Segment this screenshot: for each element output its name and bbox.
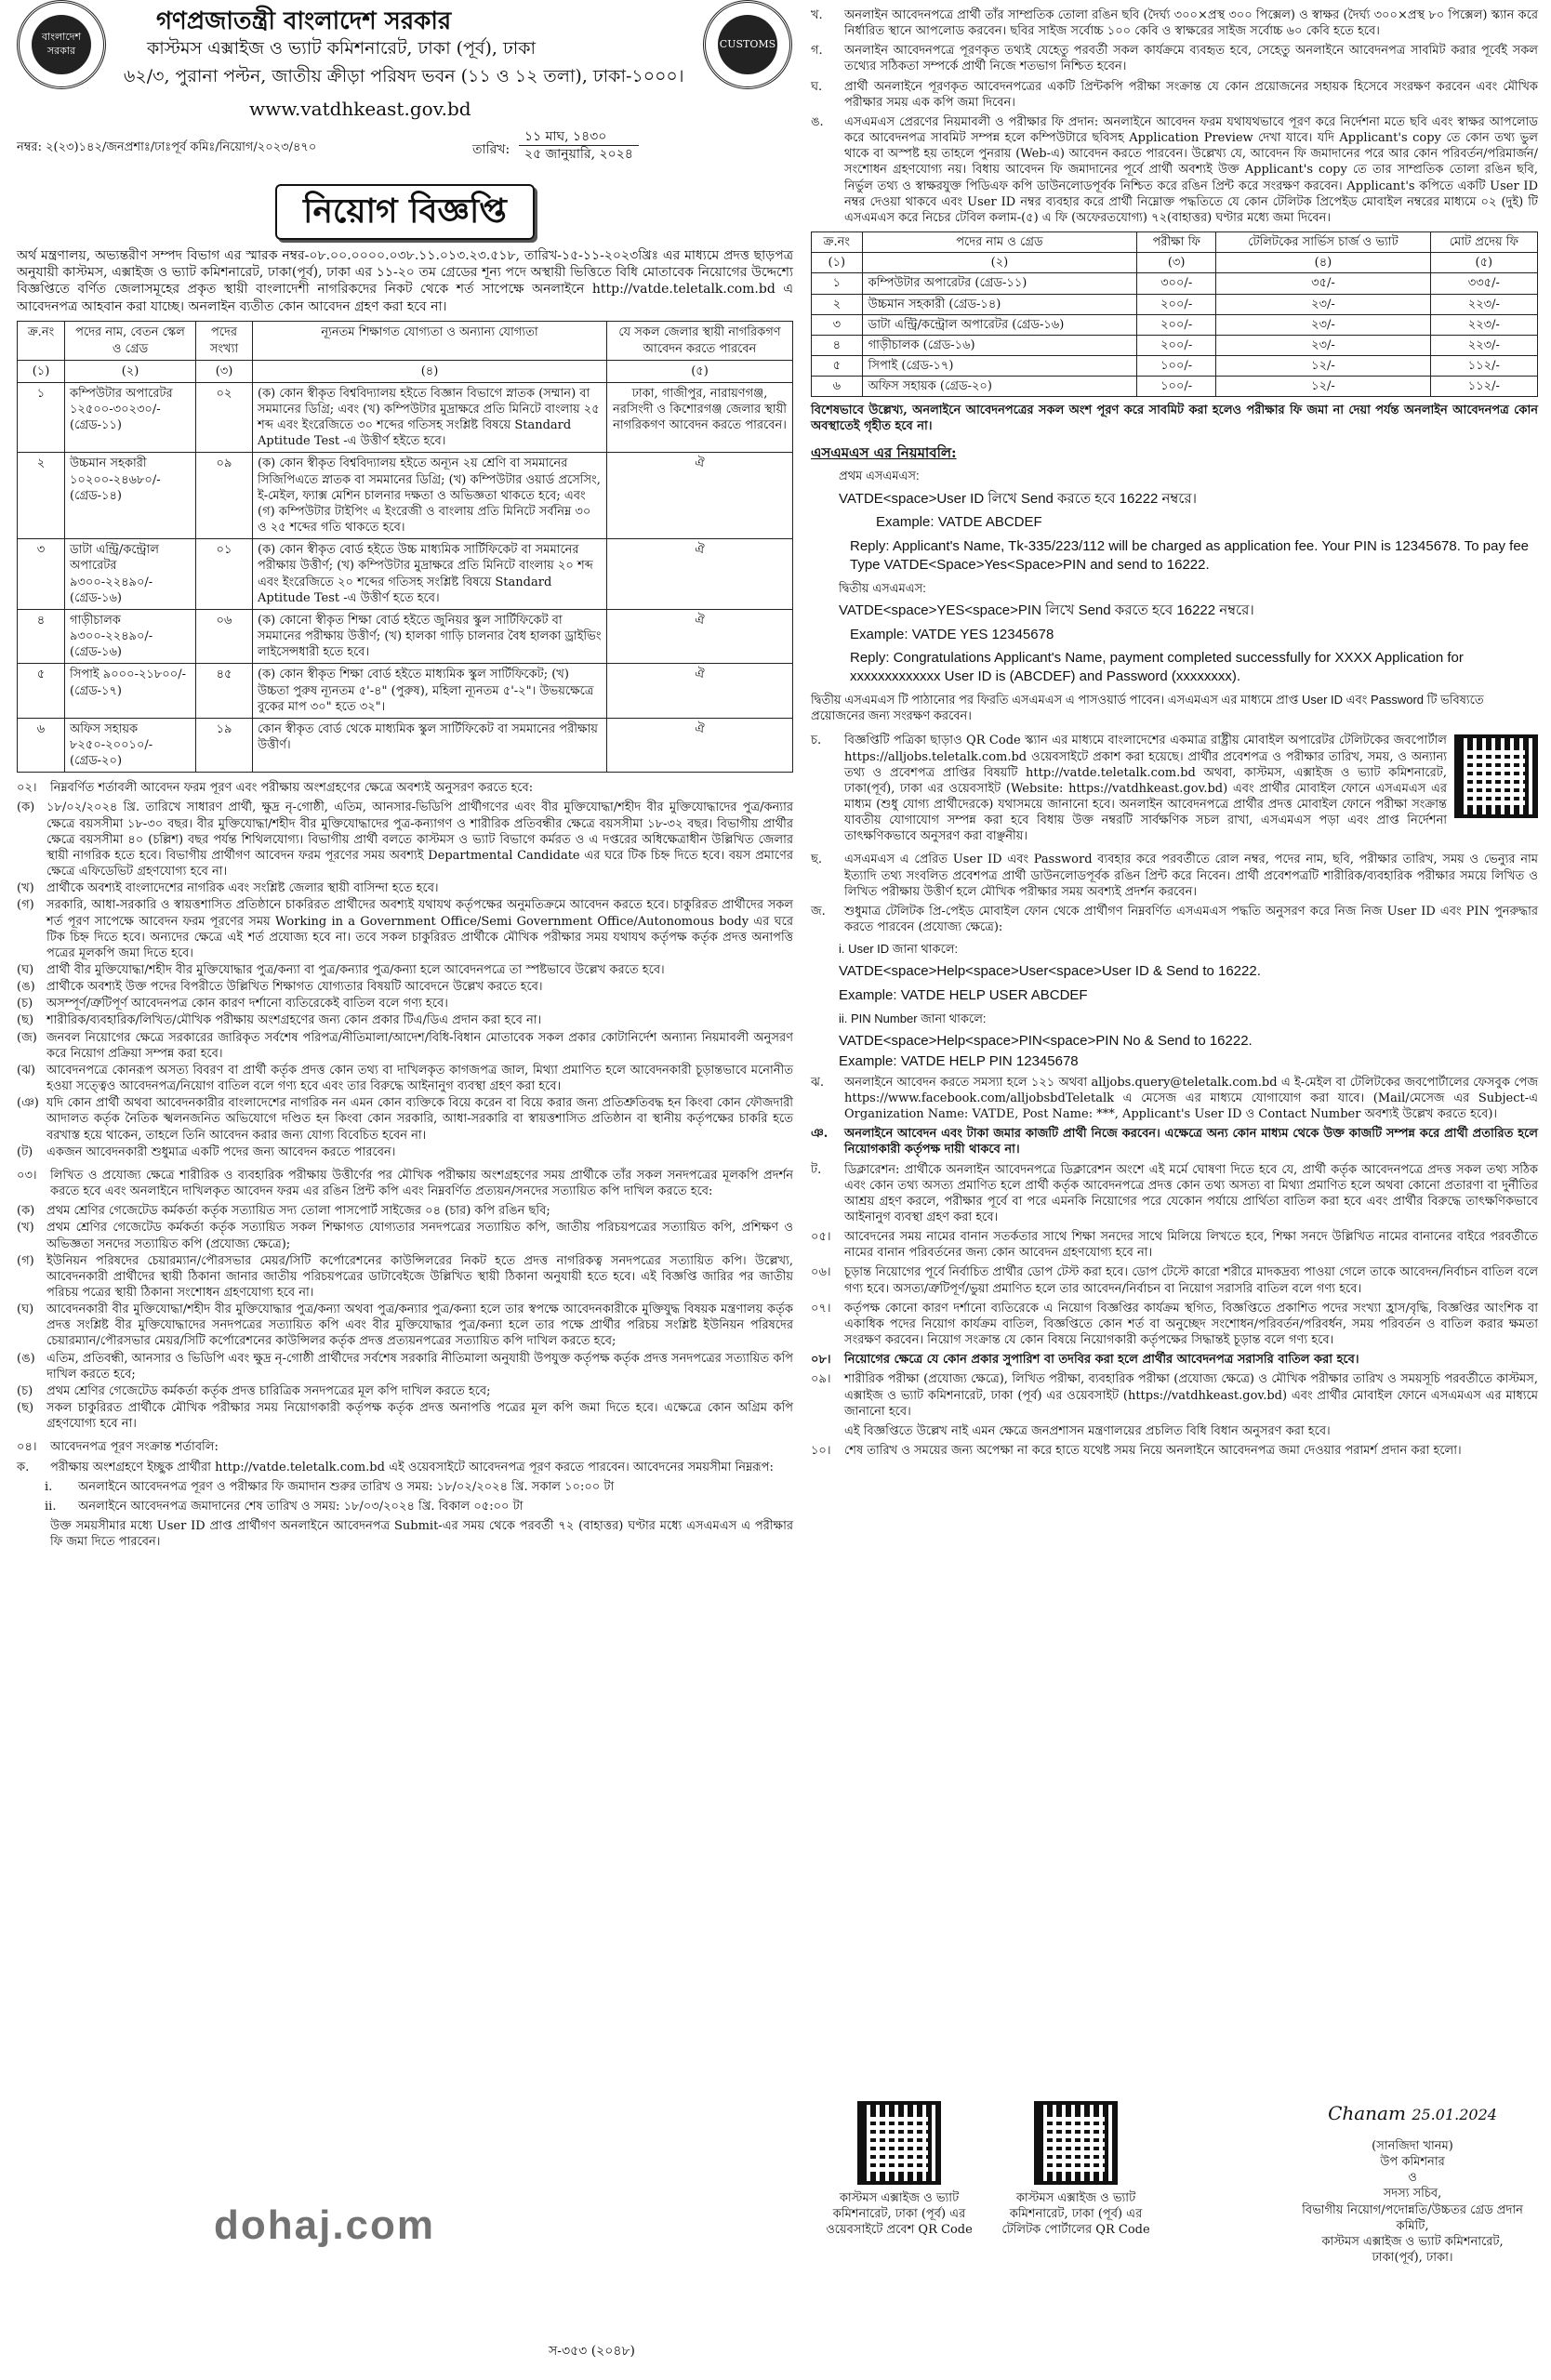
item-text: অনলাইন আবেদনপত্রে পূরণকৃত তথ্যই যেহেতু পরবর্তী সকল কার্যক্রমে ব্যবহৃত হবে, সেহেতু অনলাইনে আবেদনপত্র সাবমিট করার পূর্বেই সকল তথ্যের সঠিকতা সম্পর্কে প্রার্থী নিজে শতভাগ নিশ্চিত হবেন। xyxy=(844,44,1538,74)
item-ja xyxy=(811,904,1538,935)
table-cell-count: ১৯ xyxy=(196,718,253,772)
list-item xyxy=(17,1351,793,1382)
fee-header: মোট প্রদেয় ফি xyxy=(1430,232,1537,253)
sms-instructions xyxy=(811,468,1538,723)
fee-cell: ৫ xyxy=(812,355,863,376)
section-04-ka xyxy=(17,1460,793,1475)
section-03-heading xyxy=(17,1168,793,1199)
teletalk-qr-block xyxy=(997,2101,1155,2238)
fee-row xyxy=(812,355,1538,376)
item-ga xyxy=(811,43,1538,74)
fee-cell: অফিস সহায়ক (গ্রেড-২০) xyxy=(862,377,1137,397)
govt-emblem-logo xyxy=(17,0,106,89)
list-item xyxy=(17,1144,793,1160)
list-item xyxy=(17,1302,793,1349)
recovery-pin-example: Example: VATDE HELP PIN 12345678 xyxy=(839,1052,1079,1069)
website-qr-caption: কাস্টমস এক্সাইজ ও ভ্যাট কমিশনারেট, ঢাকা (পূর্ব) এর ওয়েবসাইটে প্রবেশ QR Code xyxy=(826,2191,973,2238)
table-header: পদের সংখ্যা xyxy=(196,322,253,360)
left-column xyxy=(17,0,793,1554)
item-marker: (খ) xyxy=(17,881,34,896)
section-number: ০৩। xyxy=(17,1168,37,1183)
item-text: অনলাইনে আবেদনপত্র জমাদানের শেষ তারিখ ও সময়: ১৮/০৩/২০২৪ খ্রি. বিকাল ০৫:০০ টা xyxy=(78,1499,524,1514)
recovery-user-example: Example: VATDE HELP USER ABCDEF xyxy=(839,987,1088,1004)
item-marker: ক. xyxy=(17,1460,30,1474)
item-nio xyxy=(811,1126,1538,1157)
item-text: কর্তৃপক্ষ কোনো কারণ দর্শানো ব্যতিরেকে এ নিয়োগ বিজ্ঞপ্তির কার্যক্রম স্থগিত, বিজ্ঞপ্তিতে প্রকাশিত পদের সংখ্যা হ্রাস/বৃদ্ধি, বিজ্ঞপ্তির আংশিক বা একাধিক পদের নিয়োগ কার্যক্রম বাতিল, বিজ্ঞপ্তিতে কোন শর্ত বা অনুচ্ছেদ সংশোধন/পরিবর্তন/পরিবর্ধন, সময় পরিবর্তন ও বাতিল করার ক্ষমতা সংরক্ষণ করবেন। নিয়োগ সংক্রান্ত যে কোন বিষয়ে নিয়োগকারী কর্তৃপক্ষের সিদ্ধান্তই চূড়ান্ত বলে গণ্য হবে। xyxy=(844,1301,1538,1348)
item-marker: (ক) xyxy=(17,800,35,815)
customs-logo xyxy=(703,0,792,89)
item-marker: (গ) xyxy=(17,1253,34,1268)
column-number: (৫) xyxy=(607,360,793,382)
item-text: এতিম, প্রতিবন্ধী, আনসার ও ভিডিপি এবং ক্ষুদ্র নৃ-গোষ্ঠী প্রার্থীদের সর্বশেষ সরকারি নীতিমালা অনুযায়ী উপযুক্ত কর্তৃপক্ষ কর্তৃক প্রদত্ত সনদপত্রের সত্যায়িত কপি দাখিল করতে হবে; xyxy=(46,1351,793,1382)
section-heading: আবেদনপত্র পূরণ সংক্রান্ত শর্তাবলি: xyxy=(50,1440,219,1455)
fee-table xyxy=(811,231,1538,397)
table-cell-district: ঐ xyxy=(607,609,793,663)
item-marker: i. xyxy=(839,942,845,957)
item-marker: (ঘ) xyxy=(17,1302,34,1317)
list-item xyxy=(17,1030,793,1062)
item-text: এই বিজ্ঞপ্তিতে উল্লেখ নাই এমন ক্ষেত্রে জনপ্রশাসন মন্ত্রণালয়ের প্রচলিত বিধি বিধান অনুসরণ করা হবে। xyxy=(844,1423,1331,1438)
item-text: শারীরিক/ব্যবহারিক/লিখিত/মৌখিক পরীক্ষায় অংশগ্রহণের জন্য কোন প্রকার টিএ/ডিএ প্রদান করা হবে না। xyxy=(46,1013,542,1028)
date-block xyxy=(472,128,639,164)
item-text: আবেদনপত্রে কোনরূপ অসত্য বিবরণ বা প্রার্থী কর্তৃক প্রদত্ত কোন তথ্য বা দাখিলকৃত কাগজপত্র জাল, মিথ্যা প্রমাণিত হলে আবেদনকারী চূড়ান্তভাবে মনোনীত হওয়া সত্ত্বেও আবেদনপত্র/নিয়োগ বাতিল বলে গণ্য হবে এবং তার বিরুদ্ধে আইনানুগ ব্যবস্থা গ্রহণ করা হবে। xyxy=(46,1063,793,1094)
fee-cell: ১২/- xyxy=(1216,355,1431,376)
table-row xyxy=(18,609,793,663)
fee-cell: ২২৩/- xyxy=(1430,314,1537,335)
sms-second-example: Example: VATDE YES 12345678 xyxy=(850,626,1054,642)
section-03-list xyxy=(17,1203,793,1432)
sms-first-reply: Reply: Applicant's Name, Tk-335/223/112 will be charged as application fee. Your PIN is 12345678. To pay fee Type VATDE<Space>Yes<Space>PIN and send to 16222. xyxy=(850,538,1529,573)
website-qr-block xyxy=(820,2101,978,2238)
fee-cell: ১ xyxy=(812,273,863,294)
table-header: যে সকল জেলার স্থায়ী নাগরিকগণ আবেদন করতে পারবেন xyxy=(607,322,793,360)
table-header: ন্যূনতম শিক্ষাগত যোগ্যতা ও অন্যান্য যোগ্যতা xyxy=(253,322,607,360)
list-item xyxy=(17,1400,793,1432)
table-row xyxy=(18,539,793,610)
item-text: শুধুমাত্র টেলিটক প্রি-পেইড মোবাইল ফোন থেকে প্রার্থীগণ নিম্নবর্ণিত এসএমএস পদ্ধতি অনুসরণ করে নিজ নিজ User ID এবং PIN পুনরুদ্ধার করতে পারবেন (প্রযোজ্য ক্ষেত্রে): xyxy=(844,904,1538,935)
fee-row xyxy=(812,377,1538,397)
special-note xyxy=(811,403,1538,434)
item-text: PIN Number জানা থাকলে: xyxy=(851,1012,987,1026)
posts-table xyxy=(17,321,793,773)
fee-cell: ৪ xyxy=(812,335,863,355)
signature-block xyxy=(1296,2101,1529,2266)
item-marker: ০৯। xyxy=(811,1372,831,1387)
table-cell-sl: ৩ xyxy=(18,539,65,610)
item-marker: ০৮। xyxy=(811,1353,831,1368)
item-marker: ০৫। xyxy=(811,1230,831,1245)
signer-and: ও xyxy=(1408,2171,1417,2186)
item-text: আবেদনকারী বীর মুক্তিযোদ্ধা/শহীদ বীর মুক্তিযোদ্ধার পুত্র/কন্যা অথবা পুত্র/কন্যার পুত্র/কন্যা হলে তার স্বপক্ষে আবেদনকারীকে মুক্তিযুদ্ধ বিষয়ক মন্ত্রণালয় কর্তৃক প্রদত্ত সংশ্লিষ্ট বীর মুক্তিযোদ্ধাদের সনদপত্রের সত্যায়িত কপি এবং বীর মুক্তিযোদ্ধার পুত্র/কন্যা হলে তার পক্ষে প্রার্থীর পরিচয় সংশ্লিষ্ট ইউনিয়ন পরিষদের চেয়ারম্যান/পৌরসভার মেয়র/সিটি কর্পোরেশনের কাউন্সিলর কর্তৃক প্রদত্ত প্রত্যয়নপত্রের সত্যায়িত কপি দাখিল করতে হবে; xyxy=(46,1302,793,1349)
watermark: dohaj.com xyxy=(214,2202,436,2248)
item-text: সকল চাকুরিরত প্রার্থীকে মৌখিক পরীক্ষার সময় নিয়োগকারী কর্তৃপক্ষ কর্তৃক প্রদত্ত অনাপত্তি পত্রের মূল কপি জমা দিতে হবে। এক্ষেত্রে কোন অগ্রিম কপি গ্রহণযোগ্য হবে না। xyxy=(46,1401,793,1432)
fee-cell: ৩৩৫/- xyxy=(1430,273,1537,294)
item-ta xyxy=(811,1162,1538,1226)
item-marker: (ছ) xyxy=(17,1013,34,1028)
fee-cell: কম্পিউটার অপারেটর (গ্রেড-১১) xyxy=(862,273,1137,294)
recovery-user-head xyxy=(839,941,1538,957)
table-row xyxy=(18,718,793,772)
item-text: অনলাইন আবেদনপত্রে প্রার্থী তাঁর সাম্প্রতিক তোলা রঙিন ছবি (দৈর্ঘ্য ৩০০×প্রস্থ ৩০০ পিক্সেল) ও স্বাক্ষর (দৈর্ঘ্য ৩০০×প্রস্থ ৮০ পিক্সেল) স্ক্যান করে নির্ধারিত স্থানে আপলোড করবেন। ছবির সাইজ সর্বোচ্চ ১০০ কেবি ও স্বাক্ষরের সাইজ সর্বোচ্চ ৬০ কেবি হতে হবে। xyxy=(844,8,1538,39)
item-text: ইউনিয়ন পরিষদের চেয়ারম্যান/পৌরসভার মেয়র/সিটি কর্পোরেশনের কাউন্সিলরের নিকট হতে প্রদত্ত নাগরিকত্ব সনদপত্রের সত্যায়িত কপি। উল্লেখ্য, আবেদনকারী প্রার্থীদের স্থায়ী ঠিকানা জানার জাতীয় পরিচয়পত্রের ডাটাবেইজে উল্লিখিত স্থায়ী ঠিকানা অনুযায়ী হতে হবে। এই বিজ্ঞপ্তি জারির পর জাতীয় পরিচয় পত্রের স্থায়ী ঠিকানা সংশোধন গ্রহণযোগ্য হবে না। xyxy=(46,1253,793,1300)
table-row xyxy=(18,664,793,718)
item-text: শারীরিক পরীক্ষা (প্রযোজ্য ক্ষেত্রে), লিখিত পরীক্ষা, ব্যবহারিক পরীক্ষা (প্রযোজ্য ক্ষেত্রে) ও মৌখিক পরীক্ষার তারিখ ও সময়সূচি পরবর্তীতে কাস্টমস, এক্সাইজ ও ভ্যাট কমিশনারেট, ঢাকা (পূর্ব) এর ওয়েবসাইট (https://vatdhkeast.gov.bd) এবং প্রার্থীর মোবাইল ফোনে এসএমএস এর মাধ্যমে জানানো হবে। xyxy=(844,1372,1538,1419)
fee-row xyxy=(812,335,1538,355)
item-text: প্রার্থীকে অবশ্যই বাংলাদেশের নাগরিক এবং সংশ্লিষ্ট জেলার স্থায়ী বাসিন্দা হতে হবে। xyxy=(46,881,439,896)
list-item xyxy=(17,996,793,1012)
table-cell-district: ঐ xyxy=(607,664,793,718)
table-cell-qual: (ক) কোন স্বীকৃত বোর্ড হইতে উচ্চ মাধ্যমিক সার্টিফিকেট বা সমমানের পরীক্ষায় উত্তীর্ণ; (খ) কম্পিউটার মুদ্রাক্ষরে প্রতি মিনিটে বাংলায় ২০ শব্দ এবং ইংরেজিতে ২০ শব্দের গতিসহ সংশ্লিষ্ট বিষয়ে Standard Aptitude Test -এ উত্তীর্ণ হতে হবে। xyxy=(253,539,607,610)
signer-office: কাস্টমস এক্সাইজ ও ভ্যাট কমিশনারেট, xyxy=(1321,2234,1504,2249)
item-cha xyxy=(811,733,1447,844)
fee-cell: গাড়ীচালক (গ্রেড-১৬) xyxy=(862,335,1137,355)
item-marker: (ট) xyxy=(17,1144,33,1159)
fee-cell: ১১২/- xyxy=(1430,355,1537,376)
section-number: ০৪। xyxy=(17,1440,37,1455)
fee-cell: ডাটা এন্ট্রি/কন্ট্রোল অপারেটর (গ্রেড-১৬) xyxy=(862,314,1137,335)
sms-note: দ্বিতীয় এসএমএস টি পাঠানোর পর ফিরতি এসএমএস এ পাসওয়ার্ড পাবেন। এসএমএস এর মাধ্যমে প্রাপ্ত User ID এবং Password টি ভবিষ্যতে প্রয়োজনের জন্য সংরক্ষণ করবেন। xyxy=(811,693,1484,723)
column-number: (৩) xyxy=(1137,253,1216,273)
item-text: User ID জানা থাকলে: xyxy=(848,942,959,957)
fee-cell: ২৩/- xyxy=(1216,294,1431,314)
item-marker: গ. xyxy=(811,44,823,59)
table-cell-qual: কোন স্বীকৃত বোর্ড থেকে মাধ্যমিক স্কুল সার্টিফিকেট বা সমমানের পরীক্ষায় উত্তীর্ণ। xyxy=(253,718,607,772)
item-05 xyxy=(811,1229,1538,1261)
sms-second-reply: Reply: Congratulations Applicant's Name, payment completed successfully for XXXX Application for xxxxxxxxxxxxx User ID is (ABCDEF) and Password (xxxxxxxx). xyxy=(850,650,1464,685)
signer-location: ঢাকা(পূর্ব), ঢাকা। xyxy=(1372,2251,1453,2266)
fee-cell: ২২৩/- xyxy=(1430,294,1537,314)
handwritten-signature xyxy=(1296,2101,1529,2138)
item-marker: (জ) xyxy=(17,1030,37,1045)
section-04-i xyxy=(45,1479,793,1495)
item-text: এসএমএস প্রেরণের নিয়মাবলী ও পরীক্ষার ফি প্রদান: অনলাইনে আবেদন ফরম যথাযথভাবে পূরণ করে নির্দেশনা মতে ছবি এবং স্বাক্ষর আপলোড করে আবেদনপত্র সাবমিট সম্পন্ন হলে কম্পিউটারে ছবিসহ Application Preview দেখা যাবে। যদি Applicant's copy তে কোন তথ্য ভুল থাকে বা অস্পষ্ট হয় তাহলে পুনরায় (Web-এ) আবেদন করতে পারবেন। উল্লেখ্য যে, আবেদন ফি জমাদানের পরে আর কোন পরিবর্তন/পরিমার্জন/সংশোধন গ্রহণযোগ্য নয়। বিধায় আবেদন ফি জমাদানের পূর্বে প্রার্থী অবশ্যই উক্ত Applicant's copy তে তার সাম্প্রতিক তোলা রঙিন ছবি, নির্ভুল তথ্য ও স্বাক্ষরযুক্ত পিডিএফ কপি ডাউনলোডপূর্বক নিশ্চিত করে রঙিন প্রিন্ট করে সংরক্ষণ করবেন। Applicant's কপিতে একটি User ID নম্বর দেওয়া থাকবে এবং User ID নম্বর ব্যবহার করে প্রার্থী নিম্নোক্ত পদ্ধতিতে যে কোন টেলিটক প্রিপেইড মোবাইল নম্বরের মাধ্যমে ০২ (দুই) টি এসএমএস করে নিচের টেবিল কলাম-(৫) এ ফি (অফেরতযোগ্য) ৭২(বাহাত্তর) ঘণ্টার মধ্যে জমা দিবেন। xyxy=(844,114,1538,225)
fee-cell: ৩ xyxy=(812,314,863,335)
footer-area xyxy=(811,2101,1538,2371)
item-marker: (চ) xyxy=(17,997,33,1012)
item-umo xyxy=(811,114,1538,226)
item-text: যদি কোন প্রার্থী অথবা আবেদনকারীর বাংলাদেশের নাগরিক নন এমন কোন ব্যক্তিকে বিয়ে করেন বা বিয়ে করার জন্য প্রতিশ্রুতিবদ্ধ হন কিংবা কোন ফৌজদারী আদালত কর্তৃক নৈতিক স্খলনজনিত অভিযোগে দণ্ডিত হন কিংবা কোন সরকারি, আধা-সরকারি বা স্বায়ত্তশাসিত প্রতিষ্ঠান বা স্থানীয় কর্তৃপক্ষের চাকরি হতে বরখাস্ত হয়ে থাকেন, তাহলে তিনি আবেদন করার জন্য যোগ্য বিবেচিত হবেন না। xyxy=(46,1096,793,1143)
section-02-heading xyxy=(17,780,793,796)
item-text: নিয়োগের ক্ষেত্রে যে কোন প্রকার সুপারিশ বা তদবির করা হলে প্রার্থীর আবেদনপত্র সরাসরি বাতিল করা হবে। xyxy=(844,1353,1359,1368)
fee-cell: সিপাই (গ্রেড-১৭) xyxy=(862,355,1137,376)
item-06 xyxy=(811,1264,1538,1296)
table-cell-sl: ৪ xyxy=(18,609,65,663)
govt-name: গণপ্রজাতন্ত্রী বাংলাদেশ সরকার xyxy=(156,7,452,35)
date-bangla: ১১ মাঘ, ১৪৩০ xyxy=(519,128,639,146)
table-cell-district: ঐ xyxy=(607,718,793,772)
customs-logo-text: CUSTOMS xyxy=(718,15,777,74)
item-text: উক্ত সময়সীমার মধ্যে User ID প্রাপ্ত প্রার্থীগণ অনলাইনে আবেদনপত্র Submit-এর সময় থেকে পরবর্তী ৭২ (বাহাত্তর) ঘণ্টার মধ্যে এসএমএস এ পরীক্ষার ফি জমা দিতে পারবেন। xyxy=(50,1519,793,1550)
table-cell-qual: (ক) কোনো স্বীকৃত শিক্ষা বোর্ড হইতে জুনিয়র স্কুল সার্টিফিকেট বা সমমানের পরীক্ষায় উত্তীর্ণ; (খ) হালকা গাড়ি চালনার বৈধ হালকা ড্রাইভিং লাইসেন্সধারী হতে হবে। xyxy=(253,609,607,663)
sms-first-label: প্রথম এসএমএস: xyxy=(839,469,920,483)
item-text: পরীক্ষায় অংশগ্রহণে ইচ্ছুক প্রার্থীরা http://vatde.teletalk.com.bd এই ওয়েবসাইটে আবেদনপত্র পূরণ করতে পারবেন। আবেদনের সময়সীমা নিম্নরূপ: xyxy=(50,1460,774,1474)
item-text: আবেদনের সময় নামের বানান সতর্কতার সাথে শিক্ষা সনদের সাথে মিলিয়ে লিখতে হবে, শিক্ষা সনদে উল্লিখিত নামের বানানের বাইরে পরবর্তীতে নামের বানান পরিবর্তনের জন্য কোন আবেদন গ্রহণযোগ্য হবে না। xyxy=(844,1230,1538,1261)
item-09 xyxy=(811,1371,1538,1419)
item-jha xyxy=(811,1075,1538,1122)
notice-title: নিয়োগ বিজ্ঞপ্তি xyxy=(275,184,535,240)
list-item xyxy=(17,1095,793,1143)
fee-cell: ১০০/- xyxy=(1137,377,1216,397)
column-number: (৪) xyxy=(253,360,607,382)
list-item xyxy=(17,1203,793,1219)
sms-first-example: Example: VATDE ABCDEF xyxy=(876,514,1042,531)
item-text: একজন আবেদনকারী শুধুমাত্র একটি পদের জন্য আবেদন করতে পারবেন। xyxy=(46,1144,396,1159)
item-cha-wrap xyxy=(811,729,1538,848)
list-item xyxy=(17,1063,793,1094)
table-cell-district: ঢাকা, গাজীপুর, নারায়ণগঞ্জ, নরসিংদী ও কিশোরগঞ্জ জেলার স্থায়ী নাগরিকগণ আবেদন করতে পারবেন। xyxy=(607,382,793,453)
fee-row xyxy=(812,273,1538,294)
item-gha xyxy=(811,79,1538,111)
fee-row xyxy=(812,314,1538,335)
item-marker: (ঘ) xyxy=(17,963,34,978)
item-09b xyxy=(811,1423,1538,1439)
footer-code: স-৩৫৩ (২০৪৮) xyxy=(549,2344,636,2359)
right-column xyxy=(811,0,1538,2266)
table-row xyxy=(18,382,793,453)
table-cell-sl: ১ xyxy=(18,382,65,453)
table-cell-count: ০২ xyxy=(196,382,253,453)
column-number: (৪) xyxy=(1216,253,1431,273)
list-item xyxy=(17,1253,793,1301)
fee-row xyxy=(812,294,1538,314)
item-marker: (ঞ) xyxy=(17,1096,39,1111)
table-cell-sl: ৫ xyxy=(18,664,65,718)
list-item xyxy=(17,1220,793,1251)
item-text: এসএমএস এ প্রেরিত User ID এবং Password ব্যবহার করে পরবর্তীতে রোল নম্বর, পদের নাম, ছবি, পরীক্ষার তারিখ, সময় ও ভেন্যুর নাম ইত্যাদি তথ্য সংবলিত প্রবেশপত্র প্রার্থী ডাউনলোডপূর্বক রঙিন প্রিন্ট করে নিবেন। প্রার্থী প্রবেশপত্রটি শারীরিক/ব্যবহারিক পরীক্ষার সময়ে লিখিত ও লিখিত পরীক্ষায় উত্তীর্ণ হলে মৌখিক পরীক্ষার সময় অবশ্যই প্রদর্শন করবেন। xyxy=(844,853,1538,899)
item-marker: (ঝ) xyxy=(17,1063,35,1078)
table-cell-post: গাড়ীচালক ৯৩০০-২২৪৯০/- (গ্রেড-১৬) xyxy=(65,609,196,663)
section-heading: নিম্নবর্ণিত শর্তাবলী আবেদন ফরম পূরণ এবং পরীক্ষায় অংশগ্রহণের ক্ষেত্রে অবশ্যই অনুসরণ করতে হবে: xyxy=(50,781,534,796)
fee-cell: ২ xyxy=(812,294,863,314)
item-marker: ii. xyxy=(839,1012,848,1026)
fee-header: ক্র.নং xyxy=(812,232,863,253)
item-text: চূড়ান্ত নিয়োগের পূর্বে নির্বাচিত প্রার্থীর ডোপ টেস্ট করা হবে। ডোপ টেস্টে কারো শরীরে মাদকদ্রব্য পাওয়া গেলে তাকে আবেদন/নির্বাচন বাতিল বলে গণ্য হবে। অসত্য/ত্রুটিপূর্ণ/ভুয়া প্রমাণিত হলে তার আবেদন/নির্বাচন বা নিয়োগ সরাসরি বাতিল বলে গণ্য হবে। xyxy=(844,1265,1538,1296)
list-item xyxy=(17,880,793,896)
item-text: অনলাইনে আবেদন এবং টাকা জমার কাজটি প্রার্থী নিজে করবেন। এক্ষেত্রে অন্য কোন মাধ্যম থেকে উক্ত কাজটি সম্পন্ন করে প্রার্থী প্রতারিত হলে নিয়োগকারী কর্তৃপক্ষ দায়ী থাকবে না। xyxy=(844,1127,1538,1157)
signature-script: Chanam xyxy=(1328,2102,1406,2124)
column-number: (২) xyxy=(65,360,196,382)
item-marker: খ. xyxy=(811,8,823,22)
item-text: শেষ তারিখ ও সময়ের জন্য অপেক্ষা না করে হাতে যথেষ্ট সময় নিয়ে অনলাইনে আবেদনপত্র জমা দেওয়ার পরামর্শ প্রদান করা হলো। xyxy=(844,1444,1462,1459)
item-marker: ঙ. xyxy=(811,114,824,129)
table-cell-post: অফিস সহায়ক ৮২৫০-২০০১০/- (গ্রেড-২০) xyxy=(65,718,196,772)
office-name: কাস্টমস এক্সাইজ ও ভ্যাট কমিশনারেট, ঢাকা (পূর্ব), ঢাকা xyxy=(147,38,537,59)
item-text: প্রথম শ্রেণির গেজেটেড কর্মকর্তা কর্তৃক সত্যায়িত সকল শিক্ষাগত যোগ্যতার সনদপত্রের সত্যায়িত কপি, জাতীয় পরিচয়পত্রের সত্যায়িত কপি, প্রশিক্ষণ ও অভিজ্ঞতা সনদের সত্যায়িত কপি (প্রযোজ্য ক্ষেত্রে); xyxy=(46,1221,793,1251)
signature-date: 25.01.2024 xyxy=(1412,2106,1497,2123)
fee-cell: ২২৩/- xyxy=(1430,335,1537,355)
item-marker: (ছ) xyxy=(17,1401,34,1416)
table-cell-qual: (ক) কোন স্বীকৃত শিক্ষা বোর্ড হইতে মাধ্যমিক স্কুল সার্টিফিকেট; (খ) উচ্চতা পুরুষ ন্যূনতম ৫'-৪" (পুরুষ), মহিলা ন্যূনতম ৫'-২"। উভয়ক্ষেত্রে বুকের মাপ ৩০" হতে ৩২"। xyxy=(253,664,607,718)
item-marker: ট. xyxy=(811,1162,822,1177)
letterhead xyxy=(17,0,793,177)
item-10 xyxy=(811,1443,1538,1459)
item-marker: (গ) xyxy=(17,898,34,913)
item-marker: (ঙ) xyxy=(17,980,35,995)
section-04-ii xyxy=(45,1499,793,1514)
signer-title: উপ কমিশনার xyxy=(1380,2155,1445,2170)
item-marker: ০৬। xyxy=(811,1265,831,1280)
item-text: সরকারি, আধা-সরকারি ও স্বায়ত্তশাসিত প্রতিষ্ঠানে চাকরিরত প্রার্থীদের অবশ্যই যথাযথ কর্তৃপক্ষের অনুমতিক্রমে আবেদন করতে হবে। চাকুরিরত প্রার্থীদের সকল শর্ত পূরণ সাপেক্ষে আবেদন ফরম পূরণের সময় Working in a Government Office/Semi Government Office/Autonomous body এর ঘরে টিক চিহ্ন দিতে হবে। অন্যদের ক্ষেত্রে এই শর্ত প্রযোজ্য হবে না। তবে সকল চাকুরিরত প্রার্থীকে মৌখিক পরীক্ষার সময় যথাযথ কর্তৃপক্ষ কর্তৃক প্রদত্ত অনাপত্তি পত্রের মূলকপি জমা দিতে হবে। xyxy=(46,898,793,960)
list-item xyxy=(17,1383,793,1399)
list-item xyxy=(17,962,793,978)
section-04-note xyxy=(50,1518,793,1550)
table-cell-post: ডাটা এন্ট্রি/কন্ট্রোল অপারেটর ৯৩০০-২২৪৯০/- (গ্রেড-১৬) xyxy=(65,539,196,610)
column-number: (৩) xyxy=(196,360,253,382)
fee-header: পরীক্ষা ফি xyxy=(1137,232,1216,253)
item-marker: জ. xyxy=(811,904,826,919)
recovery-pin-head xyxy=(839,1011,1538,1026)
table-cell-count: ০৬ xyxy=(196,609,253,663)
item-text: অসম্পূর্ণ/ত্রুটিপূর্ণ আবেদনপত্র কোন কারণ দর্শানো ব্যতিরেকেই বাতিল বলে গণ্য হবে। xyxy=(46,997,448,1012)
emblem-text: বাংলাদেশ সরকার xyxy=(32,15,91,74)
item-marker: ঞ. xyxy=(811,1127,829,1142)
item-text: অনলাইনে আবেদনপত্র পূরণ ও পরীক্ষার ফি জমাদান শুরুর তারিখ ও সময়: ১৮/০২/২০২৪ খ্রি. সকাল ১০:০০ টা xyxy=(78,1479,615,1494)
special-note-text: বিশেষভাবে উল্লেখ্য, অনলাইনে আবেদনপত্রের সকল অংশ পূরণ করে সাবমিট করা হলেও পরীক্ষার ফি জমা না দেয়া পর্যন্ত অনলাইন আবেদনপত্র কোন অবস্থাতেই গৃহীত হবে না। xyxy=(811,403,1538,434)
office-address: ৬২/৩, পুরানা পল্টন, জাতীয় ক্রীড়া পরিষদ ভবন (১১ ও ১২ তলা), ঢাকা-১০০০। xyxy=(124,66,684,86)
fee-header: পদের নাম ও গ্রেড xyxy=(862,232,1137,253)
intro-paragraph: অর্থ মন্ত্রণালয়, অভ্যন্তরীণ সম্পদ বিভাগ এর স্মারক নম্বর-০৮.০০.০০০০.০৩৮.১১.০১৩.২৩.৫১৮, তারিখ-১৫-১১-২০২৩খ্রিঃ এর মাধ্যমে প্রদত্ত ছাড়পত্র অনুযায়ী কাস্টমস, এক্সাইজ ও ভ্যাট কমিশনারেট, ঢাকা(পূর্ব), ঢাকা এর ১১-২০ তম গ্রেডের শূন্য পদে অস্থায়ী ভিত্তিতে বিধি মোতাবেক নিয়োগের উদ্দেশ্যে বিজ্ঞপ্তিতে বর্ণিত জেলাসমূহের প্রকৃত স্থায়ী বাংলাদেশী নাগরিকদের নিকট থেকে শর্ত সাপেক্ষে অনলাইনে http://vatde.teletalk.com.bd এ আবেদনপত্র আহবান করা যাচ্ছে। অনলাইন ব্যতীত কোন আবেদন গ্রহণ করা হবে না। xyxy=(17,247,793,314)
table-cell-district: ঐ xyxy=(607,453,793,539)
list-item xyxy=(17,1012,793,1028)
website-qr-code[interactable] xyxy=(857,2101,941,2185)
section-02-list xyxy=(17,800,793,1159)
item-text: ডিক্লারেশন: প্রার্থীকে অনলাইন আবেদনপত্রে ডিক্লারেশন অংশে এই মর্মে ঘোষণা দিতে হবে যে, প্রার্থী কর্তৃক আবেদনপত্রে প্রদত্ত সকল তথ্য সঠিক এবং কোন তথ্য অসত্য প্রমাণিত হলে প্রার্থী কর্তৃক আবেদনপত্রে প্রদত্ত কোন তথ্য অসত্য বা মিথ্যা প্রমাণিত হলে অথবা কোনো প্রতারণা বা দুর্নীতির আশ্রয় গ্রহণ করলে, পরীক্ষার পূর্বে বা পরে এমনকি নিয়োগের পরে যেকোন পর্যায়ে প্রার্থিতা বাতিল করা হবে এবং প্রার্থীর বিরুদ্ধে তাৎক্ষণিকভাবে আইনানুগ ব্যবস্থা গ্রহণ করা হবে। xyxy=(844,1162,1538,1225)
item-marker: ১০। xyxy=(811,1444,831,1459)
table-cell-qual: (ক) কোন স্বীকৃত বিশ্ববিদ্যালয় হইতে অন্যূন ২য় শ্রেণি বা সমমানের সিজিপিএতে স্নাতক বা সমমানের ডিগ্রি; (খ) কম্পিউটার ওয়ার্ড প্রসেসিং, ই-মেইল, ফ্যাক্স মেশিন চালনার দক্ষতা ও অভিজ্ঞতা থাকতে হবে; এবং (গ) কম্পিউটার টাইপিং এ ইংরেজী ও বাংলায় প্রতি মিনিটে সর্বনিম্ন ৩০ ও ২৫ শব্দের গতি থাকতে হবে। xyxy=(253,453,607,539)
table-header: পদের নাম, বেতন স্কেল ও গ্রেড xyxy=(65,322,196,360)
item-chha xyxy=(811,852,1538,899)
fee-cell: ১২/- xyxy=(1216,377,1431,397)
item-text: জনবল নিয়োগের ক্ষেত্রে সরকারের জারিকৃত সর্বশেষ পরিপত্র/নীতিমালা/আদেশ/বিধি-বিধান মোতাবেক সকল প্রকার কোটানির্দেশ অন্যান্য নিয়মাবলী অনুসরণ করে নিয়োগ প্রক্রিয়া সম্পন্ন করা হবে। xyxy=(46,1030,793,1061)
table-cell-count: ০১ xyxy=(196,539,253,610)
item-marker: ছ. xyxy=(811,853,823,867)
fee-cell: ১১২/- xyxy=(1430,377,1537,397)
item-text: ১৮/০২/২০২৪ খ্রি. তারিখে সাধারণ প্রার্থী, ক্ষুদ্র নৃ-গোষ্ঠী, এতিম, আনসার-ভিডিপি প্রার্থীগণের এবং বীর মুক্তিযোদ্ধা/শহীদ বীর মুক্তিযোদ্ধাদের পুত্র/কন্যার ক্ষেত্রে বয়সসীমা ১৮-৩০ বছর। বীর মুক্তিযোদ্ধা/শহীদ বীর মুক্তিযোদ্ধাদের পুত্র-কন্যাগণ ও শারীরিক প্রতিবন্ধীর ক্ষেত্রে বয়সসীমা ১৮-৩২ বছর। বিভাগীয় প্রার্থীর ক্ষেত্রে বয়সসীমা ৪০ (চল্লিশ) বছর পর্যন্ত শিথিলযোগ্য। বিভাগীয় প্রার্থী বলতে কাস্টমস ও ভ্যাট বিভাগে কর্মরত ও এ দপ্তরের অধিক্ষেত্রাধীন উল্লিখিত জেলার স্থায়ী নাগরিক হতে হবে। বিভাগীয় প্রার্থীগণ আবেদন ফরম পূরণের সময় অবশ্যই Departmental Candidate এর ঘরে টিক চিহ্ন দিতে হবে। বয়স প্রমাণের ক্ষেত্রে এফিডেভিট গ্রহণযোগ্য হবে না। xyxy=(46,800,793,879)
sms-rules-title: এসএমএস এর নিয়মাবলি: xyxy=(811,443,957,461)
column-number: (২) xyxy=(862,253,1137,273)
item-marker: (চ) xyxy=(17,1383,33,1398)
memo-number: নম্বর: ২(২৩)১৪২/জনপ্রশাঃ/ঢাঃপূর্ব কমিঃ/নিয়োগ/২০২৩/৪৭০ xyxy=(17,140,317,154)
item-marker: চ. xyxy=(811,734,822,748)
table-cell-post: সিপাই ৯০০০-২১৮০০/- (গ্রেড-১৭) xyxy=(65,664,196,718)
fee-cell: ২০০/- xyxy=(1137,294,1216,314)
teletalk-qr-code[interactable] xyxy=(1034,2101,1118,2185)
table-header: ক্র.নং xyxy=(18,322,65,360)
date-english: ২৫ জানুয়ারি, ২০২৪ xyxy=(524,147,633,163)
item-07 xyxy=(811,1301,1538,1348)
fee-cell: ২০০/- xyxy=(1137,335,1216,355)
item-text: প্রথম শ্রেণির গেজেটেড কর্মকর্তা কর্তৃক সত্যায়িত সদ্য তোলা পাসপোর্ট সাইজের ০৪ (চার) কপি রঙিন ছবি; xyxy=(46,1204,550,1219)
table-cell-post: কম্পিউটার অপারেটর ১২৫০০-৩০২৩০/- (গ্রেড-১১) xyxy=(65,382,196,453)
column-number: (১) xyxy=(812,253,863,273)
fee-cell: ২৩/- xyxy=(1216,314,1431,335)
signer-committee: বিভাগীয় নিয়োগ/পদোন্নতি/উচ্চতর গ্রেড প্রদান কমিটি, xyxy=(1302,2202,1523,2233)
table-cell-count: ০৯ xyxy=(196,453,253,539)
item-marker: ii. xyxy=(45,1499,57,1514)
section-heading: লিখিত ও প্রযোজ্য ক্ষেত্রে শারীরিক ও ব্যবহারিক পরীক্ষায় উত্তীর্ণের পর মৌখিক পরীক্ষায় অংশগ্রহণের সময় প্রার্থীকে তাঁর সকল সনদপত্রের মূলকপি প্রদর্শন করতে হবে এবং অনলাইনে দাখিলকৃত আবেদন ফরম এর রঙিন প্রিন্ট কপি এবং নিম্নবর্ণিত প্রত্যয়ন/সনদের সত্যায়িত কপি দাখিল করতে হবে: xyxy=(50,1168,793,1199)
item-text: বিজ্ঞপ্তিটি পত্রিকা ছাড়াও QR Code স্ক্যান এর মাধ্যমে বাংলাদেশের একমাত্র রাষ্ট্রীয় মোবাইল অপারেটর টেলিটকের জবপোর্টাল https://alljobs.teletalk.com.bd ওয়েবসাইটে প্রকাশ করা হয়েছে। প্রার্থীর প্রবেশপত্র ও পরীক্ষার তারিখ, সময়, ও অন্যান্য তথ্য ও প্রবেশপত্র প্রাপ্তির বিষয়টি http://vatde.teletalk.com.bd অথবা, কাস্টমস, এক্সাইজ ও ভ্যাট কমিশনারেট, ঢাকা(পূর্ব), ঢাকা এর ওয়েবসাইট (Website: https://vatdhkeast.gov.bd) এবং প্রার্থীর মোবাইল ফোনে এসএমএস এর মাধ্যম (শুধু যোগ্য প্রার্থীদেরকে) যথাসময়ে জানানো হবে। অনলাইন আবেদনপত্রে প্রার্থীর প্রদত্ত মোবাইল ফোনে পরীক্ষা সংক্রান্ত যাবতীয় যোগাযোগ সম্পন্ন করা হবে বিধায় উক্ত নম্বরটি সার্বক্ষণিক সচল রাখা, এসএমএস পড়া এবং প্রাপ্ত নির্দেশনা তাৎক্ষণিকভাবে অনুসরণ করা বাঞ্ছনীয়। xyxy=(844,734,1447,844)
teletalk-qr-caption: কাস্টমস এক্সাইজ ও ভ্যাট কমিশনারেট, ঢাকা (পূর্ব) এর টেলিটক পোর্টালের QR Code xyxy=(1001,2191,1150,2238)
table-cell-post: উচ্চমান সহকারী ১০২০০-২৪৬৮০/- (গ্রেড-১৪) xyxy=(65,453,196,539)
sms-second-label: দ্বিতীয় এসএমএস: xyxy=(839,580,926,595)
list-item xyxy=(17,800,793,879)
item-marker: (খ) xyxy=(17,1221,34,1236)
section-number: ০২। xyxy=(17,781,37,796)
item-text: প্রার্থী বীর মুক্তিযোদ্ধা/শহীদ বীর মুক্তিযোদ্ধার পুত্র/কন্যা বা পুত্র/কন্যার পুত্র/কন্যা হলে আবেদনপত্রে তা স্পষ্টভাবে উল্লেখ করতে হবে। xyxy=(46,963,665,978)
table-row xyxy=(18,453,793,539)
item-marker: (ক) xyxy=(17,1204,35,1219)
item-text: প্রার্থীকে অবশ্যই উক্ত পদের বিপরীতে উল্লিখিত শিক্ষাগত যোগ্যতার বিষয়টি আবেদনে উল্লেখ করতে হবে। xyxy=(46,980,543,995)
item-text: প্রার্থী অনলাইনে পূরণকৃত আবেদনপত্রের একটি প্রিন্টকপি পরীক্ষা সংক্রান্ত যে কোন প্রয়োজনের সহায়ক হিসেবে সংরক্ষণ করবেন এবং মৌখিক পরীক্ষার সময় এক কপি জমা দিবেন। xyxy=(844,79,1538,110)
fee-cell: ৩০০/- xyxy=(1137,273,1216,294)
sms-first-format: VATDE<space>User ID লিখে Send করতে হবে 16222 নম্বরে। xyxy=(839,490,1197,507)
table-cell-sl: ৬ xyxy=(18,718,65,772)
table-cell-sl: ২ xyxy=(18,453,65,539)
fee-cell: ৬ xyxy=(812,377,863,397)
fee-cell: ৩৫/- xyxy=(1216,273,1431,294)
date-label: তারিখ: xyxy=(472,142,510,157)
item-marker: ঝ. xyxy=(811,1075,824,1090)
signer-name: (সানজিদা খানম) xyxy=(1372,2139,1453,2153)
signer-role: সদস্য সচিব, xyxy=(1383,2187,1442,2202)
item-marker: (ঙ) xyxy=(17,1351,35,1366)
column-number: (৫) xyxy=(1430,253,1537,273)
column-number: (১) xyxy=(18,360,65,382)
list-item xyxy=(17,979,793,995)
item-08 xyxy=(811,1352,1538,1368)
sms-second-format: VATDE<space>YES<space>PIN লিখে Send করতে হবে 16222 নম্বরে। xyxy=(839,602,1254,618)
recovery-sms xyxy=(839,941,1538,1071)
alljobs-qr-code[interactable] xyxy=(1454,734,1538,818)
fee-header: টেলিটকের সার্ভিস চার্জ ও ভ্যাট xyxy=(1216,232,1431,253)
website-link[interactable]: www.vatdhkeast.gov.bd xyxy=(249,98,471,120)
list-item xyxy=(17,897,793,961)
fee-cell: উচ্চমান সহকারী (গ্রেড-১৪) xyxy=(862,294,1137,314)
item-marker: ০৭। xyxy=(811,1301,831,1316)
item-marker: ঘ. xyxy=(811,79,823,94)
fee-cell: ২৩/- xyxy=(1216,335,1431,355)
item-marker xyxy=(811,1423,839,1439)
table-cell-count: ৪৫ xyxy=(196,664,253,718)
table-cell-district: ঐ xyxy=(607,539,793,610)
recovery-pin-sms: VATDE<space>Help<space>PIN<space>PIN No & Send to 16222. xyxy=(839,1033,1253,1050)
table-cell-qual: (ক) কোন স্বীকৃত বিশ্ববিদ্যালয় হইতে বিজ্ঞান বিভাগে স্নাতক (সম্মান) বা সমমানের ডিগ্রি; এবং (খ) কম্পিউটার মুদ্রাক্ষরে প্রতি মিনিটে বাংলায় ২৫ শব্দ এবং ইংরেজিতে ৩০ শব্দের গতিসহ সংশ্লিষ্ট বিষয়ে Standard Aptitude Test -এ উত্তীর্ণ হইতে হবে। xyxy=(253,382,607,453)
item-marker: i. xyxy=(45,1479,53,1494)
section-04-heading xyxy=(17,1439,793,1455)
fee-cell: ২০০/- xyxy=(1137,314,1216,335)
item-text: প্রথম শ্রেণির গেজেটেড কর্মকর্তা কর্তৃক প্রদত্ত চারিত্রিক সনদপত্রের মূল কপি দাখিল করতে হবে; xyxy=(46,1383,491,1398)
item-kha xyxy=(811,7,1538,39)
recovery-user-sms: VATDE<space>Help<space>User<space>User ID & Send to 16222. xyxy=(839,963,1261,980)
item-text: অনলাইনে আবেদন করতে সমস্যা হলে ১২১ অথবা alljobs.query@teletalk.com.bd এ ই-মেইল বা টেলিটকের জবপোর্টালের ফেসবুক পেজ https://www.facebook.com/alljobsbdTeletalk এ মেসেজ এর মাধ্যমে যোগাযোগ করা যাবে। (Mail/মেসেজ এর Subject-এ Organization Name: VATDE, Post Name: ***, Applicant's User ID ও Contact Number অবশ্যই উল্লেখ করতে হবে)। xyxy=(844,1075,1538,1122)
fee-cell: ১০০/- xyxy=(1137,355,1216,376)
